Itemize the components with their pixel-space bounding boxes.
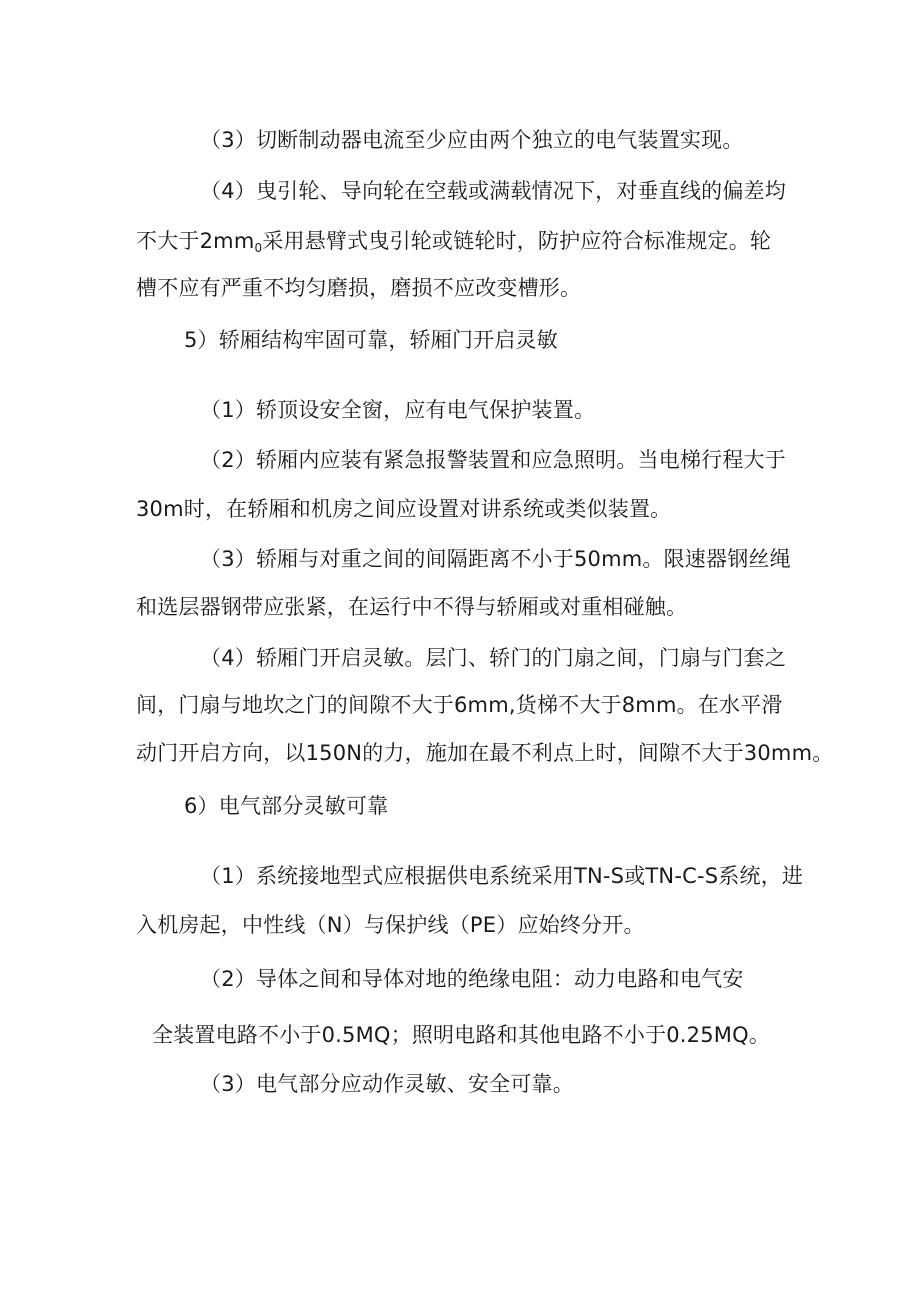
section-heading: 5）轿厢结构牢固可靠，轿厢门开启灵敏 <box>184 328 558 352</box>
paragraph-line: （2）导体之间和导体对地的绝缘电阻：动力电路和电气安 <box>200 967 744 991</box>
paragraph-line: 间，门扇与地坎之门的间隙不大于6mm,货梯不大于8mm。在水平滑 <box>136 693 783 717</box>
paragraph-line: 入机房起，中性线（N）与保护线（PE）应始终分开。 <box>136 913 645 937</box>
paragraph-line: （3）电气部分应动作灵敏、安全可靠。 <box>200 1072 574 1096</box>
text-run: 采用悬臂式曳引轮或链轮时，防护应符合标准规定。轮 <box>262 229 772 253</box>
section-heading: 6）电气部分灵敏可靠 <box>184 794 389 818</box>
paragraph-line: 槽不应有严重不均匀磨损，磨损不应改变槽形。 <box>136 276 582 300</box>
paragraph-line: （3）轿厢与对重之间的间隔距离不小于50mm。限速器钢丝绳 <box>200 547 791 571</box>
paragraph-line: （3）切断制动器电流至少应由两个独立的电气装置实现。 <box>200 128 744 152</box>
text-run: 不大于2mm <box>136 229 255 253</box>
paragraph-line: 动门开启方向，以150N的力，施加在最不利点上时，间隙不大于30mm。 <box>136 741 834 765</box>
paragraph-line: 30m时，在轿厢和机房之间应设置对讲系统或类似装置。 <box>136 497 672 521</box>
paragraph-line: （2）轿厢内应装有紧急报警装置和应急照明。当电梯行程大于 <box>200 448 786 472</box>
subscript-text: 0 <box>254 241 263 255</box>
paragraph-line: 全装置电路不小于0.5MQ；照明电路和其他电路不小于0.25MQ。 <box>152 1023 771 1047</box>
paragraph-line: （4）轿厢门开启灵敏。层门、轿门的门扇之间，门扇与门套之 <box>200 646 786 670</box>
paragraph-line <box>136 226 771 263</box>
paragraph-line: （1）系统接地型式应根据供电系统采用TN-S或TN-C-S系统，进 <box>200 864 804 888</box>
paragraph-line: 和选层器钢带应张紧，在运行中不得与轿厢或对重相碰触。 <box>136 595 688 619</box>
paragraph-line: （1）轿顶设安全窗，应有电气保护装置。 <box>200 398 596 422</box>
paragraph-line: （4）曳引轮、导向轮在空载或满载情况下，对垂直线的偏差均 <box>200 179 786 203</box>
